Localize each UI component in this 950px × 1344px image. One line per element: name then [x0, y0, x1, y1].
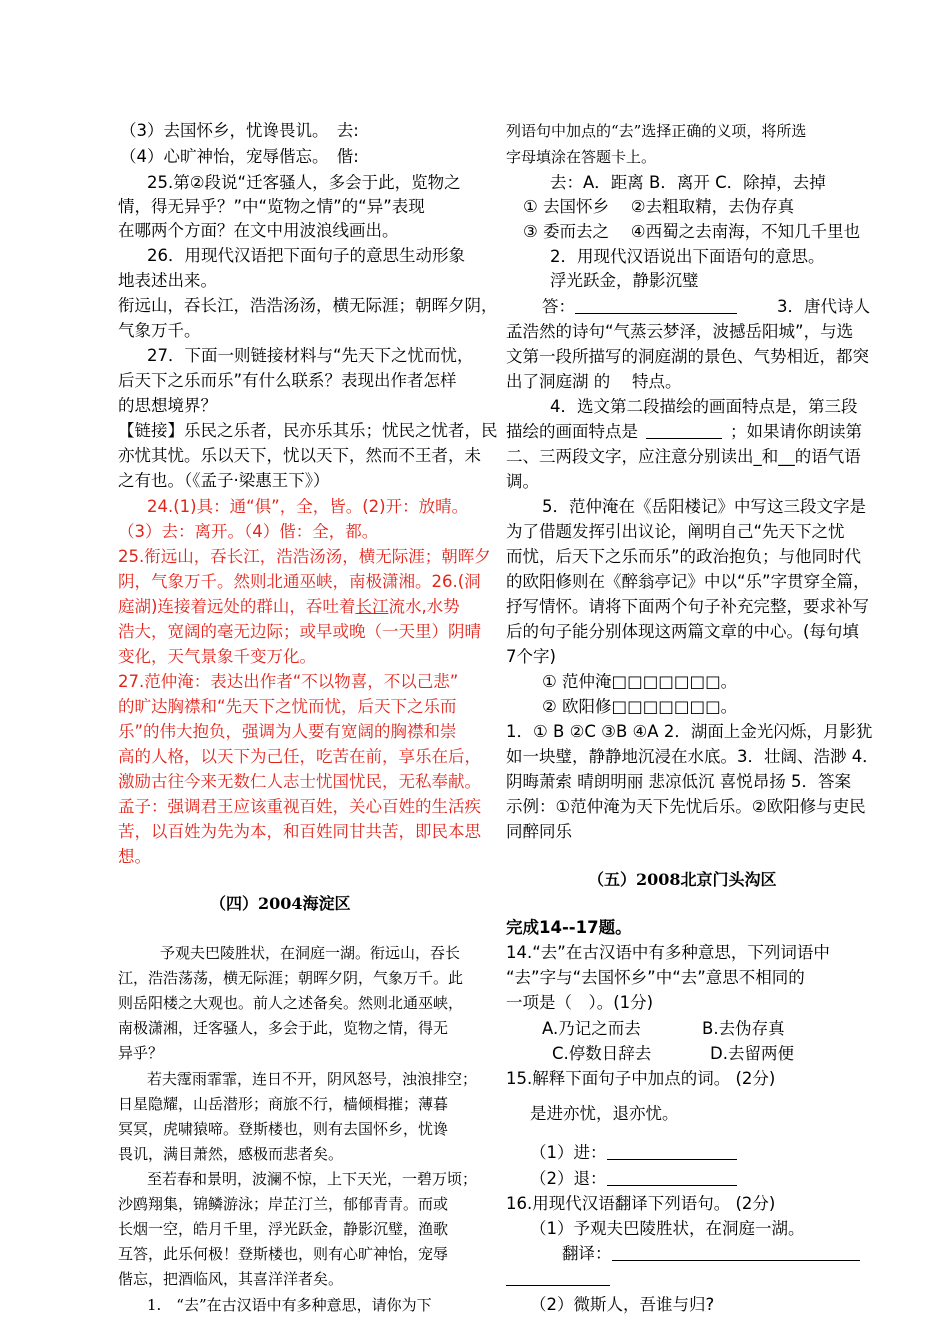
options-sentences: ① 去国怀乡 ②去粗取精，去伪存真 [523, 197, 795, 216]
answer-27: 激励古往今来无数仁人志士忧国忧民，无私奉献。 [118, 772, 481, 791]
question-15-item: （2）退： [530, 1168, 737, 1190]
question-16-item: （1）予观夫巴陵胜状，在洞庭一湖。 [530, 1219, 805, 1238]
q27-line: 的思想境界？ [118, 396, 217, 415]
question-5: 5．范仲淹在《岳阳楼记》中写这三段文字是 [542, 497, 866, 516]
question-4: 二、三两段文字，应注意分别读出_和__的语气语 [506, 447, 861, 466]
passage-line: 偕忘，把酒临风，其喜洋洋者矣。 [118, 1270, 344, 1288]
question-5: 抒写情怀。请将下面两个句子补充完整，要求补写 [506, 597, 869, 616]
passage-line: 予观夫巴陵胜状，在洞庭一湖。衔远山，吞长 [160, 944, 461, 962]
answer-blank[interactable] [607, 1143, 737, 1160]
answer-26: 变化，天气景象千变万化。 [118, 647, 316, 666]
answer-27: 27.范仲淹：表达出作者“不以物喜，不以己悲” [118, 672, 459, 691]
answer-key: 1．① B ②C ③B ④A 2．湖面上金光闪烁，月影犹 [506, 722, 873, 741]
q24-item-4: （4）心旷神怡，宠辱偕忘。 偕: [120, 147, 359, 166]
answer-key: 如一块璧，静静地沉浸在水底。3．壮阔、浩渺 4． [506, 747, 879, 766]
passage-line: 互答，此乐何极！登斯楼也，则有心旷神怡，宠辱 [118, 1245, 449, 1263]
link-material: 【链接】乐民之乐者，民亦乐其乐；忧民之忧者，民 [118, 421, 498, 440]
question-1-line: 1. “去”在古汉语中有多种意思，请你为下 [147, 1296, 432, 1314]
passage-line: 则岳阳楼之大观也。前人之述备矣。然则北通巫峡， [118, 994, 464, 1012]
question-5: 而忧，后天下之乐而乐”的政治抱负；与他同时代 [506, 547, 862, 566]
question-1-line: 字母填涂在答题卡上。 [506, 148, 657, 166]
answer-blank[interactable] [506, 1269, 610, 1286]
passage-line: 冥冥，虎啸猿啼。登斯楼也，则有去国怀乡，忧谗 [118, 1120, 449, 1138]
option-a: A.乃记之而去 [542, 1019, 641, 1038]
question-14: “去”字与“去国怀乡”中“去”意思不相同的 [506, 968, 805, 987]
passage-line: 若夫霪雨霏霏，连日不开，阴风怒号，浊浪排空； [147, 1070, 478, 1088]
answer-27: 苦，以百姓为先为本，和百姓同甘共苦，即民本思 [118, 822, 481, 841]
question-4: 调。 [506, 472, 539, 491]
question-5: 为了借题发挥引出议论，阐明自己“先天下之忧 [506, 522, 845, 541]
answer-key: 阴晦萧索 晴朗明丽 悲凉低沉 喜悦昂扬 5．答案 [506, 772, 851, 791]
section-5-heading: （五）2008北京门头沟区 [588, 870, 777, 889]
fill-in-sentence: ① 范仲淹□□□□□□□。 [542, 672, 738, 691]
passage-line: 至若春和景明，波澜不惊，上下天光，一碧万顷； [147, 1170, 478, 1188]
options-definition: 去：A．距离 B．离开 C．除掉，去掉 [550, 173, 826, 192]
question-4: 4．选文第二段描绘的画面特点是，第三段 [550, 397, 858, 416]
passage-line: 长烟一空，皓月千里，浮光跃金，静影沉璧，渔歌 [118, 1220, 449, 1238]
answer-blank[interactable] [575, 297, 737, 314]
option-c: C.停数日辞去 [552, 1044, 652, 1063]
q27-line: 后天下之乐而乐”有什么联系？表现出作者怎样 [118, 371, 457, 390]
q24-item-3: （3）去国怀乡，忧谗畏讥。 去: [120, 121, 359, 140]
question-15-sentence: 是进亦忧，退亦忧。 [530, 1104, 679, 1123]
question-16-item: （2）微斯人，吾谁与归? [530, 1295, 715, 1314]
answer-27: 想。 [118, 847, 151, 866]
passage-line: 沙鸥翔集，锦鳞游泳；岸芷汀兰，郁郁青青。而或 [118, 1195, 449, 1213]
question-5: 的欧阳修则在《醉翁亭记》中以“乐”字贯穿全篇， [506, 572, 870, 591]
answer-key: 同醉同乐 [506, 822, 572, 841]
answer-27: 高的人格，以天下为己任，吃苦在前，享乐在后， [118, 747, 481, 766]
link-material: 亦忧其忧。乐以天下，忧以天下，然而不王者，未 [118, 446, 481, 465]
q27-line: 27．下面一则链接材料与“先天下之忧而忧， [147, 346, 474, 365]
section-4-heading: （四）2004海淀区 [210, 894, 351, 913]
q26-sentence: 气象万千。 [118, 321, 201, 340]
option-b: B.去伪存真 [702, 1019, 785, 1038]
passage-line: 日星隐耀，山岳潜形；商旅不行，樯倾楫摧；薄暮 [118, 1095, 449, 1113]
option-d: D.去留两便 [710, 1044, 794, 1063]
answer-27: 乐”的伟大抱负，强调为人要有宽阔的胸襟和崇 [118, 722, 457, 741]
question-3: 出了洞庭湖 的 特点。 [506, 372, 682, 391]
answer-26: 庭湖)连接着远处的群山，吞吐着长江流水,水势 [118, 597, 460, 616]
answer-blank[interactable] [607, 1169, 737, 1186]
answer-24: 24.(1)具：通“俱”，全，皆。(2)开：放晴。 [147, 497, 469, 516]
q26-line: 地表述出来。 [118, 271, 217, 290]
translation-line: 翻译： [562, 1243, 860, 1265]
answer-26: 浩大，宽阔的毫无边际；或早或晚（一天里）阴晴 [118, 622, 481, 641]
question-16: 16.用现代汉语翻译下列语句。 (2分) [506, 1194, 776, 1213]
q25-line: 情，得无异乎？”中“览物之情”的“异”表现 [118, 197, 425, 216]
question-2: 2．用现代汉语说出下面语句的意思。 [550, 247, 825, 266]
passage-line: 南极潇湘，迁客骚人，多会于此，览物之情，得无 [118, 1019, 449, 1037]
question-5: 7个字) [506, 647, 556, 666]
fill-in-sentence: ② 欧阳修□□□□□□□。 [542, 697, 738, 716]
answer-blank[interactable] [646, 422, 722, 439]
question-15: 15.解释下面句子中加点的词。 (2分) [506, 1069, 776, 1088]
instruction: 完成14--17题。 [506, 918, 632, 937]
passage-line: 江，浩浩荡荡，横无际涯；朝晖夕阴，气象万千。此 [118, 969, 464, 987]
question-5: 后的句子能分别体现这两篇文章的中心。(每句填 [506, 622, 859, 641]
answer-25: 25.衔远山，吞长江，浩浩汤汤，横无际涯；朝晖夕 [118, 547, 491, 566]
answer-27: 的旷达胸襟和“先天下之忧而忧，后天下之乐而 [118, 697, 457, 716]
passage-line: 畏讥，满目萧然，感极而悲者矣。 [118, 1145, 344, 1163]
question-3: 孟浩然的诗句“气蒸云梦泽，波撼岳阳城”，与选 [506, 322, 854, 341]
answer-key: 示例：①范仲淹为天下先忧后乐。②欧阳修与吏民 [506, 797, 866, 816]
translation-line-cont [506, 1268, 610, 1290]
answer-line: 答： 3．唐代诗人 [542, 297, 870, 316]
question-1-line: 列语句中加点的“去”选择正确的义项，将所选 [506, 122, 807, 140]
passage-line: 异乎？ [118, 1044, 164, 1062]
question-2-sentence: 浮光跃金，静影沉璧 [550, 271, 699, 290]
link-material: 之有也。（《孟子·梁惠王下》） [118, 471, 330, 490]
q25-line: 在哪两个方面？在文中用波浪线画出。 [118, 221, 399, 240]
q25-line: 25.第②段说“迁客骚人，多会于此，览物之 [147, 173, 461, 192]
answer-blank[interactable] [612, 1244, 860, 1261]
question-14: 14.“去”在古汉语中有多种意思，下列词语中 [506, 943, 830, 962]
options-sentences: ③ 委而去之 ④西蜀之去南海，不知几千里也 [523, 222, 861, 241]
answer-27: 孟子：强调君王应该重视百姓，关心百姓的生活疾 [118, 797, 481, 816]
question-14: 一项是（ ）。(1分) [506, 993, 654, 1012]
answer-25: 阴，气象万千。然则北通巫峡，南极潇湘。26.(洞 [118, 572, 481, 591]
question-15-item: （1）进： [530, 1142, 737, 1164]
q26-line: 26．用现代汉语把下面句子的意思生动形象 [147, 246, 465, 265]
question-4: 描绘的画面特点是 ；如果请你朗读第 [506, 422, 862, 441]
answer-24: （3）去：离开。（4）偕：全，都。 [118, 522, 379, 541]
question-3: 文第一段所描写的洞庭湖的景色、气势相近，都突 [506, 347, 869, 366]
q26-sentence: 衔远山，吞长江，浩浩汤汤，横无际涯；朝晖夕阴， [118, 296, 498, 315]
